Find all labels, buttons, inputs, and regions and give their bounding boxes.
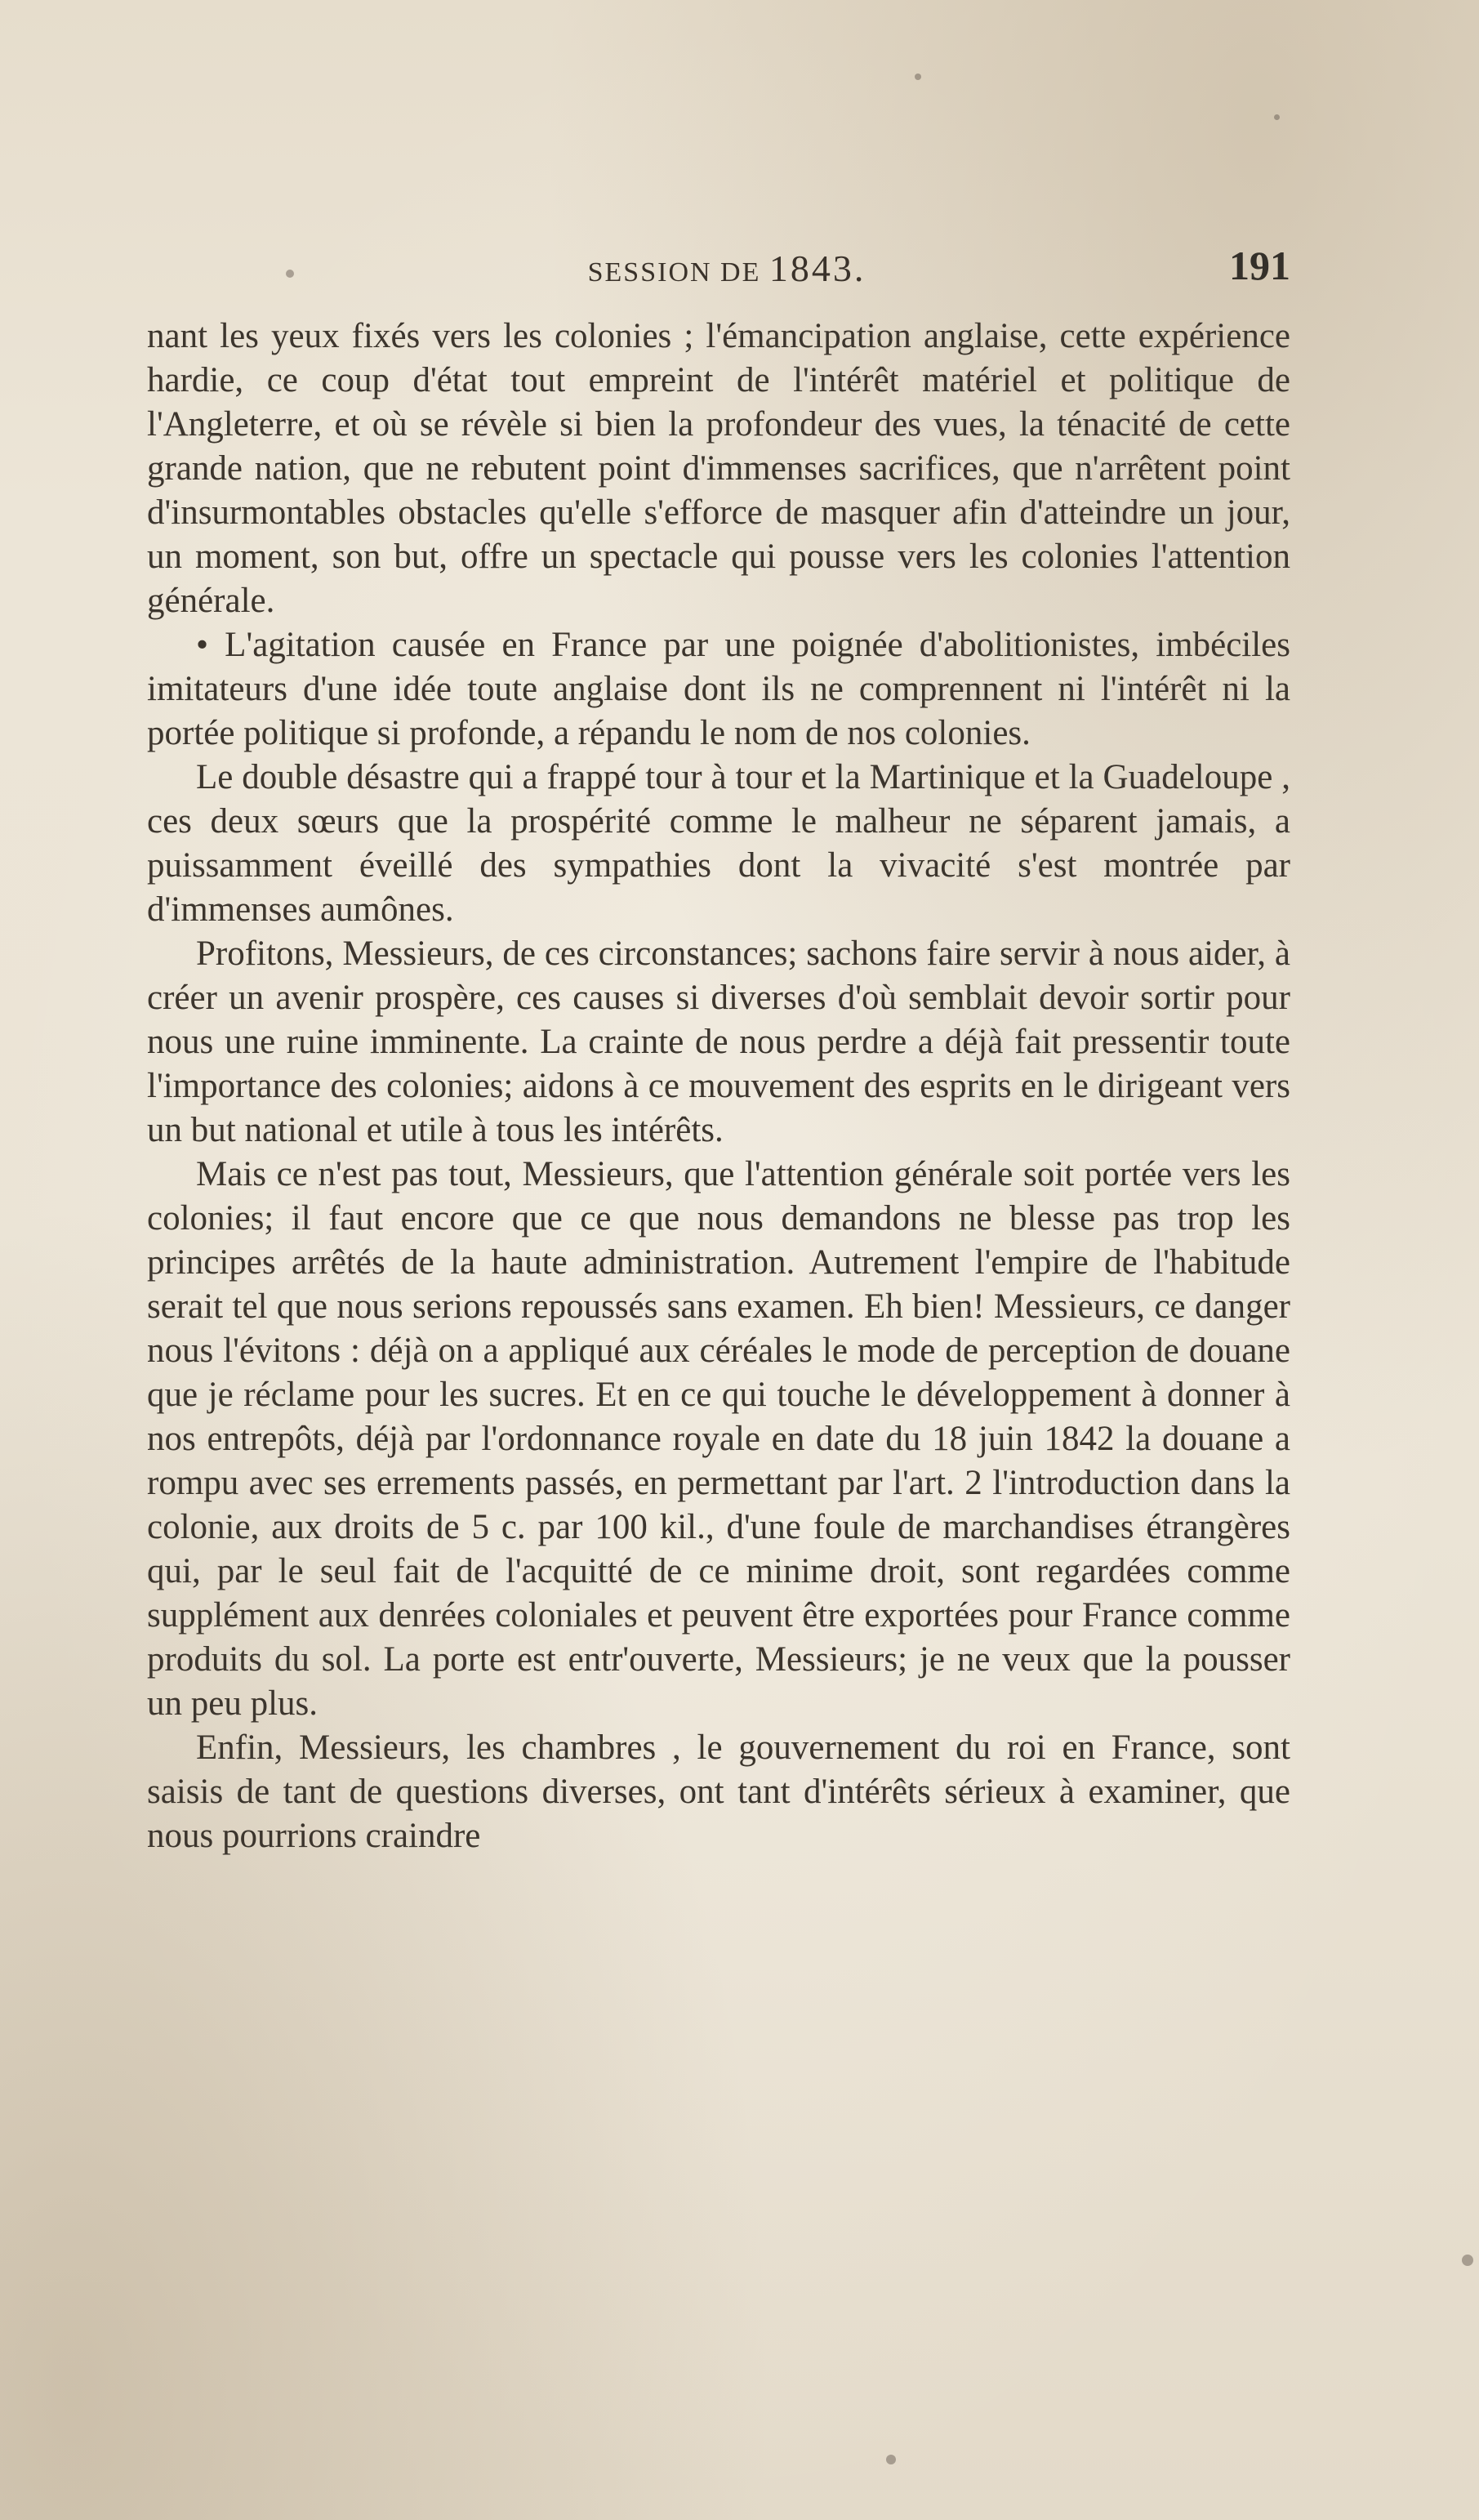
paragraph: nant les yeux fixés vers les colonies ; l'émancipation anglaise, cette expérience hardie, ce coup d'état tout empreint de l'intérêt matériel et politique de l'Angleterre, et où se révèle si bien la profondeur des vues, la ténacité de cette grande nation, que ne rebutent point d'immenses sacrifices, que n'arrêtent point d'insurmontables obstacles qu'elle s'efforce de masquer afin d'atteindre un jour, un moment, son but, offre un spectacle qui pousse vers les colonies l'attention générale.: [147, 317, 1290, 620]
paragraph: Le double désastre qui a frappé tour à tour et la Martinique et la Guadeloupe , ces deux sœurs que la prospérité comme le malheur ne séparent jamais, a puissamment éveillé des sympathies dont la vivacité s'est montrée par d'immenses aumônes.: [147, 758, 1290, 929]
paper-speck: [1274, 114, 1280, 120]
page-header: [163, 243, 1290, 296]
paper-speck: [286, 270, 294, 278]
running-title: [163, 247, 1290, 290]
paper-speck: [886, 2455, 896, 2464]
paper-speck: [915, 74, 921, 80]
paragraph: Mais ce n'est pas tout, Messieurs, que l'attention générale soit portée vers les colonies; il faut encore que ce que nous demandons ne blesse pas trop les principes arrêtés de la haute administration. Autrement l'empire de l'habitude serait tel que nous serions repoussés sans examen. Eh bien! Messieurs, ce danger nous l'évitons : déjà on a appliqué aux céréales le mode de perception de douane que je réclame pour les sucres. Et en ce qui touche le développement à donner à nos entrepôts, déjà par l'ordonnance royale en date du 18 juin 1842 la douane a rompu avec ses errements passés, en permettant par l'art. 2 l'introduction dans la colonie, aux droits de 5 c. par 100 kil., d'une foule de marchandises étrangères qui, par le seul fait de l'acquitté de ce minime droit, sont regardées comme supplément aux denrées coloniales et peuvent être exportées pour France comme produits du sol. La porte est entr'ouverte, Messieurs; je ne veux que la pousser un peu plus.: [147, 1155, 1290, 1723]
paragraph: Enfin, Messieurs, les chambres , le gouvernement du roi en France, sont saisis de tant de questions diverses, ont tant d'intérêts sérieux à examiner, que nous pourrions craindre: [147, 1728, 1290, 1855]
paragraph: • L'agitation causée en France par une poignée d'abolitionistes, imbéciles imitateurs d'une idée toute anglaise dont ils ne comprennent ni l'intérêt ni la portée politique si profonde, a répandu le nom de nos colonies.: [147, 626, 1290, 752]
running-title-text: SESSION DE: [587, 257, 761, 288]
page-number: 191: [1229, 243, 1290, 288]
paper-speck: [1462, 2255, 1473, 2266]
running-title-year: 1843.: [768, 248, 866, 289]
body-text: [147, 314, 1290, 1858]
paragraph: Profitons, Messieurs, de ces circonstances; sachons faire servir à nous aider, à créer un avenir prospère, ces causes si diverses d'où semblait devoir sortir pour nous une ruine imminente. La crainte de nous perdre a déjà fait pressentir toute l'importance des colonies; aidons à ce mouvement des esprits en le dirigeant vers un but national et utile à tous les intérêts.: [147, 934, 1290, 1149]
